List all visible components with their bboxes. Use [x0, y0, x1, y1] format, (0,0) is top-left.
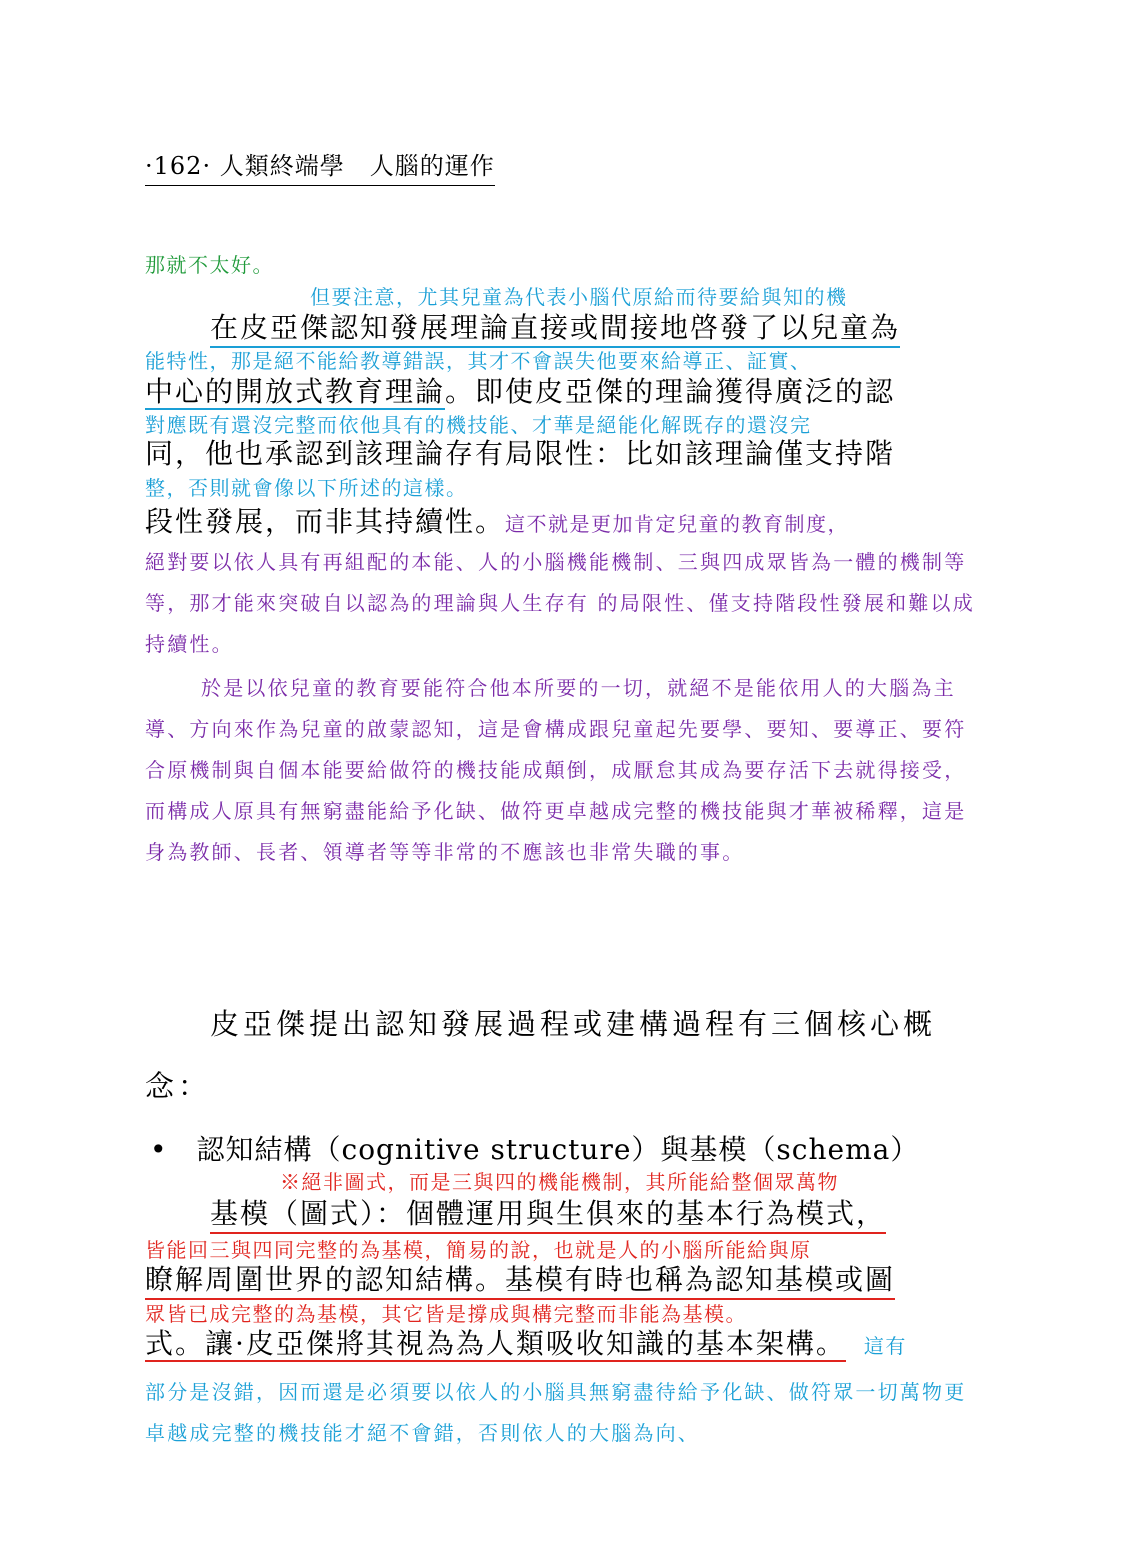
- annotation-line: 皆能回三與四同完整的為基模，簡易的說，也就是人的小腦所能給與原: [145, 1238, 812, 1262]
- comment-paragraph: 於是以依兒童的教育要能符合他本所要的一切，就絕不是能依用人的大腦為主導、方向來作為兒童的啟蒙認知，這是會構成跟兒童起先要學、要知、要導正、要符合原機制與自個本能要給做符的機技能成顛倒，成厭怠其成為要存活下去就得接受，而構成人原具有無窮盡能給予化缺、做符更卓越成完整的機技能與才華被稀釋，這是身為教師、長者、領導者等等非常的不應該也非常失職的事。: [145, 676, 967, 864]
- body-text: 式。讓·皮亞傑將其視為為人類吸收知識的基本架構。: [145, 1327, 846, 1360]
- page-header: ·162· 人類終端學 人腦的運作: [145, 146, 495, 186]
- body-line: 瞭解周圍世界的認知結構。基模有時也稱為認知基模或圖: [145, 1258, 895, 1300]
- body-line: 基模（圖式）：個體運用與生俱來的基本行為模式，: [210, 1192, 886, 1234]
- comment-paragraph: 絕對要以依人具有再組配的本能、人的小腦機能機制、三與四成眾皆為一體的機制等等，那才能來突破自以認為的理論與人生存有 的局限性、僅支持階段性發展和難以成持續性。: [145, 550, 975, 656]
- body-line: [145, 1322, 907, 1362]
- annotation-line: ※絕非圖式，而是三與四的機能機制，其所能給整個眾萬物: [280, 1170, 839, 1194]
- body-text: 。即使皮亞傑的理論獲得廣泛的認: [445, 375, 896, 408]
- body-line: [145, 370, 895, 410]
- comment-text: 這不就是更加肯定兒童的教育制度，: [505, 512, 850, 536]
- body-line: 同，他也承認到該理論存有局限性：比如該理論僅支持階: [145, 437, 896, 470]
- note-line: 那就不太好。: [145, 253, 274, 277]
- section-line: 念：: [145, 1069, 212, 1103]
- body-text: 段性發展，而非其持續性。: [145, 505, 506, 538]
- body-line: [145, 500, 849, 540]
- annotation-line: 整，否則就會像以下所述的這樣。: [145, 476, 468, 500]
- annotation-line: 眾皆已成完整的為基模，其它皆是撐成與構完整而非能為基模。: [145, 1302, 747, 1326]
- annotation-line: 但要注意，尤其兒童為代表小腦代原給而待要給與知的機: [310, 285, 848, 309]
- annotation-line: 對應既有還沒完整而依他具有的機技能、才華是絕能化解既存的還沒完: [145, 413, 812, 437]
- underlined-phrase: 中心的開放式教育理論: [145, 375, 446, 408]
- body-line: 在皮亞傑認知發展理論直接或間接地啓發了以兒童為: [210, 306, 900, 348]
- comment-text: 這有: [863, 1334, 907, 1358]
- section-line: 皮亞傑提出認知發展過程或建構過程有三個核心概: [210, 1007, 937, 1041]
- annotation-line: 能特性，那是絕不能給教導錯誤，其才不會誤失他要來給導正、証實、: [145, 349, 812, 373]
- comment-paragraph: 部分是沒錯，因而還是必須要以依人的小腦具無窮盡待給予化缺、做符眾一切萬物更卓越成完整的機技能才絕不會錯，否則依人的大腦為向、: [145, 1380, 967, 1445]
- bullet-item: • 認知結構（cognitive structure）與基模（schema）: [150, 1133, 920, 1166]
